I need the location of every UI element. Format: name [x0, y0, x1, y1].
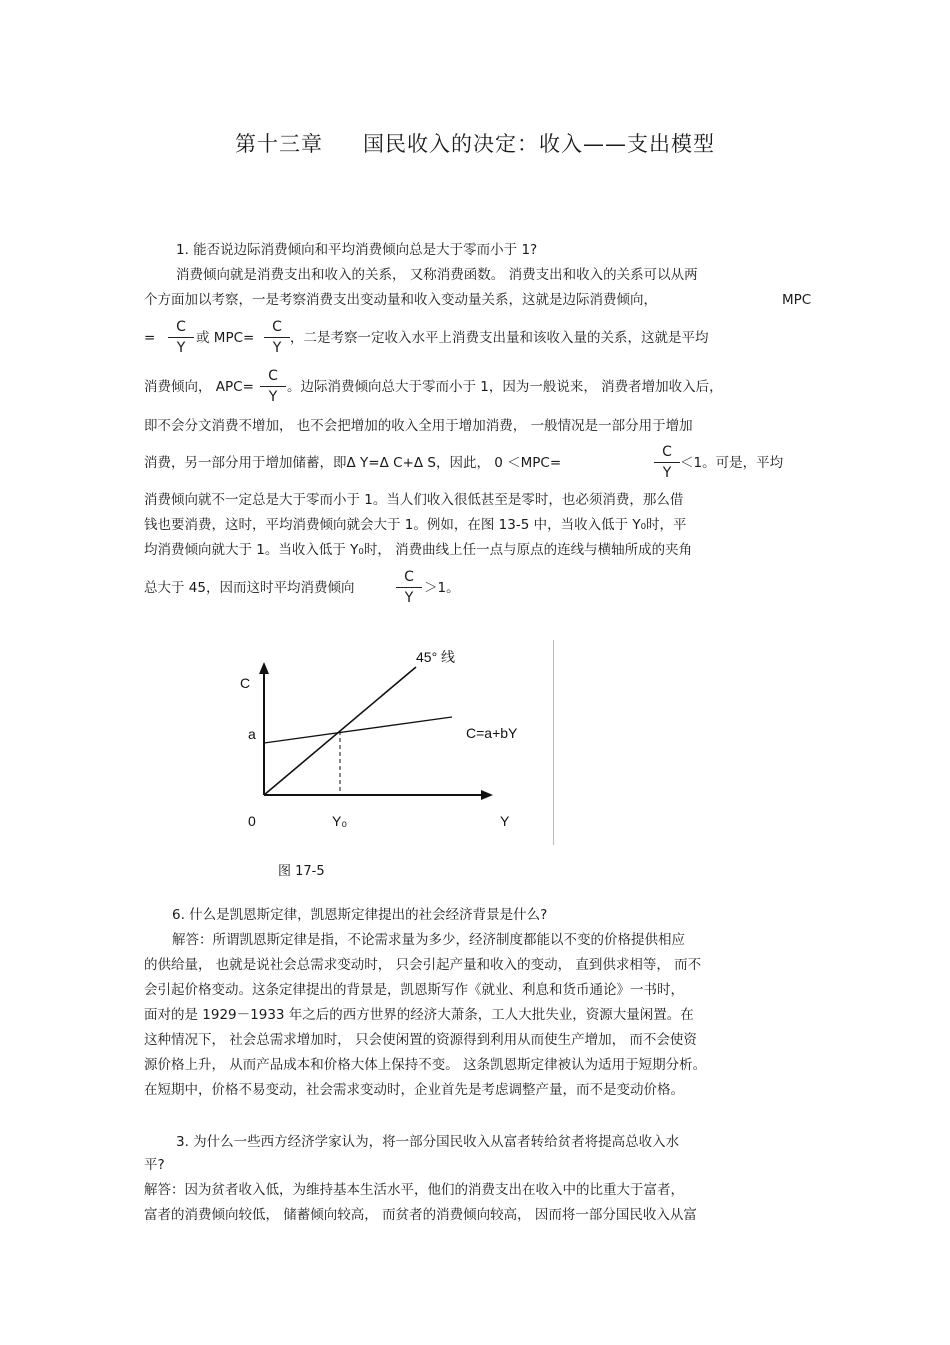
paragraph-line: 消费，另一部分用于增加储蓄，即Δ Y=Δ C+Δ S，因此， 0 ＜MPC=	[144, 455, 562, 471]
fraction-c-over-y: C Y	[394, 568, 424, 607]
fraction-c-over-y: C Y	[652, 443, 682, 482]
paragraph-line: 这种情况下， 社会总需求增加时， 只会使闲置的资源得到利用从而使生产增加， 而不会使资	[144, 1032, 697, 1048]
paragraph-line: 源价格上升， 从而产品成本和价格大体上保持不变。 这条凯恩斯定律被认为适用于短期分析。	[144, 1057, 707, 1073]
paragraph-line: ，二是考察一定收入水平上消费支出量和该收入量的关系，这就是平均	[290, 330, 709, 346]
paragraph-line: 在短期中，价格不易变动，社会需求变动时，企业首先是考虑调整产量，而不是变动价格。	[144, 1082, 684, 1098]
y0-label: Y₀	[332, 813, 348, 829]
intercept-label: a	[248, 726, 256, 742]
paragraph-line: 解答：因为贫者收入低，为维持基本生活水平，他们的消费支出在收入中的比重大于富者，	[144, 1182, 684, 1198]
paragraph-line: ＜1。可是，平均	[680, 455, 784, 471]
page-title	[0, 128, 950, 158]
mpc-label: MPC	[782, 292, 812, 308]
y-axis-label: C	[240, 675, 251, 691]
paragraph-line: 消费倾向就不一定总是大于零而小于 1。当人们收入很低甚至是零时，也必须消费，那么借	[144, 492, 684, 508]
fraction-c-over-y: C Y	[258, 367, 288, 406]
question-6: 6. 什么是凯恩斯定律，凯恩斯定律提出的社会经济背景是什么?	[172, 907, 548, 923]
paragraph-line: 均消费倾向就大于 1。当收入低于 Y₀时， 消费曲线上任一点与原点的连线与横轴所成的夹角	[144, 542, 693, 558]
paragraph-line: 平?	[144, 1157, 165, 1173]
paragraph-line: 会引起价格变动。这条定律提出的背景是，凯恩斯写作《就业、利息和货币通论》一书时，	[144, 982, 684, 998]
fraction-c-over-y: C Y	[262, 318, 292, 357]
paragraph-line: 钱也要消费，这时，平均消费倾向就会大于 1。例如，在图 13-5 中，当收入低于 Y₀时，平	[144, 517, 687, 533]
paragraph-line: 个方面加以考察，一是考察消费支出变动量和收入变动量关系，这就是边际消费倾向，	[144, 292, 657, 308]
paragraph-line: 面对的是 1929－1933 年之后的西方世界的经济大萧条，工人大批失业，资源大量闲置。在	[144, 1007, 694, 1023]
question-3: 3. 为什么一些西方经济学家认为，将一部分国民收入从富者转给贫者将提高总收入水	[176, 1134, 680, 1150]
x-axis-label: Y	[500, 813, 510, 829]
consumption-label: C=a+bY	[466, 725, 518, 741]
paragraph-line: 消费倾向就是消费支出和收入的关系， 又称消费函数。 消费支出和收入的关系可以从两	[176, 267, 698, 283]
consumption-function-diagram	[230, 640, 540, 850]
paragraph-line: 总大于 45，因而这时平均消费倾向	[144, 580, 355, 596]
x-axis	[264, 790, 493, 800]
fraction-c-over-y: C Y	[166, 318, 196, 357]
paragraph-line: 即不会分文消费不增加， 也不会把增加的收入全用于增加消费， 一般情况是一部分用于增加	[144, 418, 693, 434]
apc-label: 消费倾向， APC=	[144, 379, 254, 395]
y-axis	[259, 662, 269, 795]
consumption-line	[264, 717, 452, 743]
paragraph-line: ＞1。	[424, 580, 460, 596]
question-1: 1. 能否说边际消费倾向和平均消费倾向总是大于零而小于 1?	[176, 242, 538, 258]
chapter-topic: 国民收入的决定：收入——支出模型	[363, 132, 715, 156]
paragraph-line: 解答：所谓凯恩斯定律是指，不论需求量为多少，经济制度都能以不变的价格提供相应	[172, 932, 685, 948]
divider-line	[553, 640, 554, 845]
mpc-alt-label: 或 MPC=	[196, 330, 255, 346]
figure-caption: 图 17-5	[278, 864, 325, 879]
paragraph-line: 的供给量， 也就是说社会总需求变动时， 只会引起产量和收入的变动， 直到供求相等， 而不	[144, 957, 702, 973]
origin-label: 0	[248, 813, 256, 829]
paragraph-line: 富者的消费倾向较低， 储蓄倾向较高， 而贫者的消费倾向较高， 因而将一部分国民收入从富	[144, 1207, 697, 1223]
equals-sign: =	[144, 330, 156, 346]
line-45-label: 45° 线	[416, 649, 456, 665]
paragraph-line: 。边际消费倾向总大于零而小于 1，因为一般说来， 消费者增加收入后，	[287, 379, 723, 395]
chapter-label: 第十三章	[235, 132, 323, 156]
